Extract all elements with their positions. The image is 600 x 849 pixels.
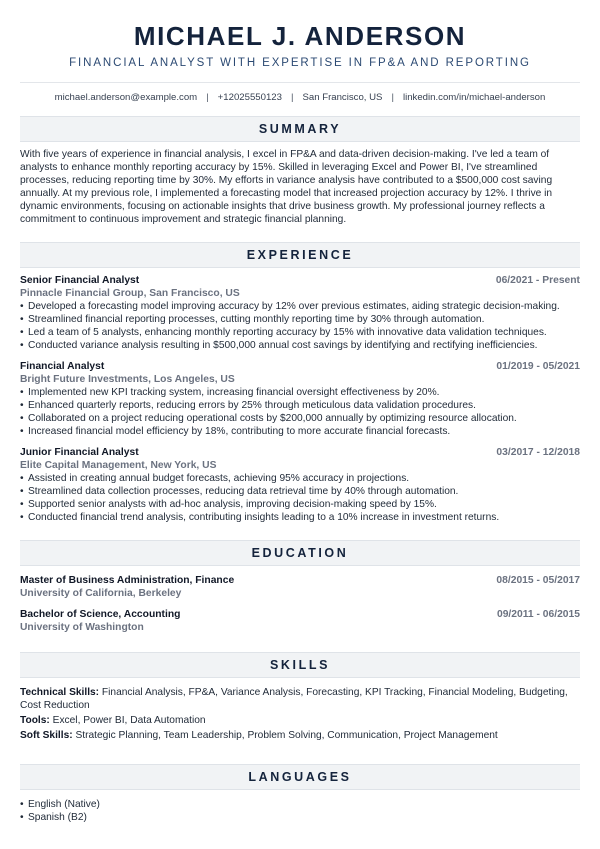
job-entry	[20, 446, 580, 524]
skills-list	[20, 686, 580, 742]
contact-linkedin[interactable]: linkedin.com/in/michael-anderson	[402, 92, 546, 103]
header-divider	[20, 82, 580, 83]
contact-separator: |	[391, 92, 394, 103]
summary-text: With five years of experience in financial analysis, I excel in FP&A and data-driven decision-making. I've led a team of analysts to enhance monthly reporting accuracy by 15%. Skilled in leveraging Excel and Power BI, I've streamlined processes, reducing reporting time by 30%. My efforts in variance analysis have contributed to a $500,000 cost saving annually. At my previous role, I implemented a forecasting model that increased projection accuracy by 12%. I thrive in dynamic environments, focusing on actionable insights that drive business growth. My professional journey reflects a commitment to continuous improvement and strategic financial planning.	[20, 149, 553, 225]
job-bullet: • Collaborated on a project reducing operational costs by $200,000 annually by optimizing resource allocation.	[20, 412, 580, 425]
language-item: • Spanish (B2)	[20, 811, 580, 824]
skills-label: Technical Skills:	[20, 687, 100, 698]
section-heading-languages: LANGUAGES	[20, 764, 580, 790]
job-date: 06/2021 - Present	[495, 275, 580, 286]
skills-tools	[20, 714, 580, 727]
language-item: • English (Native)	[20, 798, 580, 811]
education-school: University of Washington	[20, 622, 144, 633]
contact-location: San Francisco, US	[302, 92, 383, 103]
job-title: Senior Financial Analyst	[20, 275, 140, 286]
job-bullet: • Developed a forecasting model improving accuracy by 12% over previous estimates, aiding strategic decision-making.	[20, 300, 580, 313]
job-bullet: • Led a team of 5 analysts, enhancing monthly reporting accuracy by 15% with innovative data validation techniques.	[20, 326, 580, 339]
skills-soft	[20, 729, 580, 742]
job-date: 03/2017 - 12/2018	[496, 447, 580, 458]
skills-label: Soft Skills:	[20, 730, 73, 741]
job-date: 01/2019 - 05/2021	[496, 361, 580, 372]
skills-value: Financial Analysis, FP&A, Variance Analysis, Forecasting, KPI Tracking, Financial Modeling, Budgeting, Cost Reduction	[20, 687, 568, 711]
section-heading-summary: SUMMARY	[20, 116, 580, 142]
job-bullet: • Assisted in creating annual budget forecasts, achieving 95% accuracy in projections.	[20, 472, 580, 485]
job-company: Bright Future Investments, Los Angeles, US	[20, 374, 235, 385]
job-company: Elite Capital Management, New York, US	[20, 460, 217, 471]
contact-separator: |	[206, 92, 209, 103]
job-bullet: • Enhanced quarterly reports, reducing errors by 25% through meticulous data validation procedures.	[20, 399, 580, 412]
education-degree: Bachelor of Science, Accounting	[20, 609, 181, 620]
job-bullet: • Streamlined financial reporting processes, cutting monthly reporting time by 30% through automation.	[20, 313, 580, 326]
job-bullets	[20, 300, 580, 352]
job-title: Financial Analyst	[20, 361, 105, 372]
skills-technical	[20, 686, 580, 712]
job-company: Pinnacle Financial Group, San Francisco, US	[20, 288, 240, 299]
education-entry	[20, 608, 580, 634]
contact-info	[20, 92, 580, 104]
candidate-name: MICHAEL J. ANDERSON	[133, 21, 467, 51]
candidate-headline: FINANCIAL ANALYST WITH EXPERTISE IN FP&A AND REPORTING	[69, 57, 531, 69]
education-degree: Master of Business Administration, Finance	[20, 575, 235, 586]
skills-label: Tools:	[20, 715, 50, 726]
job-bullet: • Increased financial model efficiency by 18%, contributing to more accurate financial forecasts.	[20, 425, 580, 438]
job-entry	[20, 360, 580, 438]
job-bullet: • Supported senior analysts with ad-hoc analysis, improving decision-making speed by 15%.	[20, 498, 580, 511]
skills-value: Strategic Planning, Team Leadership, Problem Solving, Communication, Project Management	[75, 730, 498, 741]
job-bullet: • Conducted financial trend analysis, contributing insights leading to a 10% increase in investment returns.	[20, 511, 580, 524]
job-bullet: • Streamlined data collection processes, reducing data retrieval time by 40% through automation.	[20, 485, 580, 498]
section-heading-education: EDUCATION	[20, 540, 580, 566]
education-entry	[20, 574, 580, 600]
section-heading-experience: EXPERIENCE	[20, 242, 580, 268]
contact-separator: |	[290, 92, 294, 103]
job-bullets	[20, 386, 580, 438]
job-title: Junior Financial Analyst	[20, 447, 139, 458]
contact-email[interactable]: michael.anderson@example.com	[54, 92, 198, 103]
job-bullet: • Implemented new KPI tracking system, increasing financial oversight effectiveness by 20%.	[20, 386, 580, 399]
education-date: 08/2015 - 05/2017	[496, 575, 580, 586]
education-date: 09/2011 - 06/2015	[496, 609, 580, 620]
section-heading-skills: SKILLS	[20, 652, 580, 678]
languages-list	[20, 798, 580, 824]
job-bullets	[20, 472, 580, 524]
skills-value: Excel, Power BI, Data Automation	[52, 715, 206, 726]
job-bullet: • Conducted variance analysis resulting in $500,000 annual cost savings by identifying and rectifying inefficiencies.	[20, 339, 580, 352]
job-entry	[20, 274, 580, 352]
education-school: University of California, Berkeley	[20, 588, 182, 599]
contact-phone[interactable]: +12025550123	[217, 92, 282, 103]
